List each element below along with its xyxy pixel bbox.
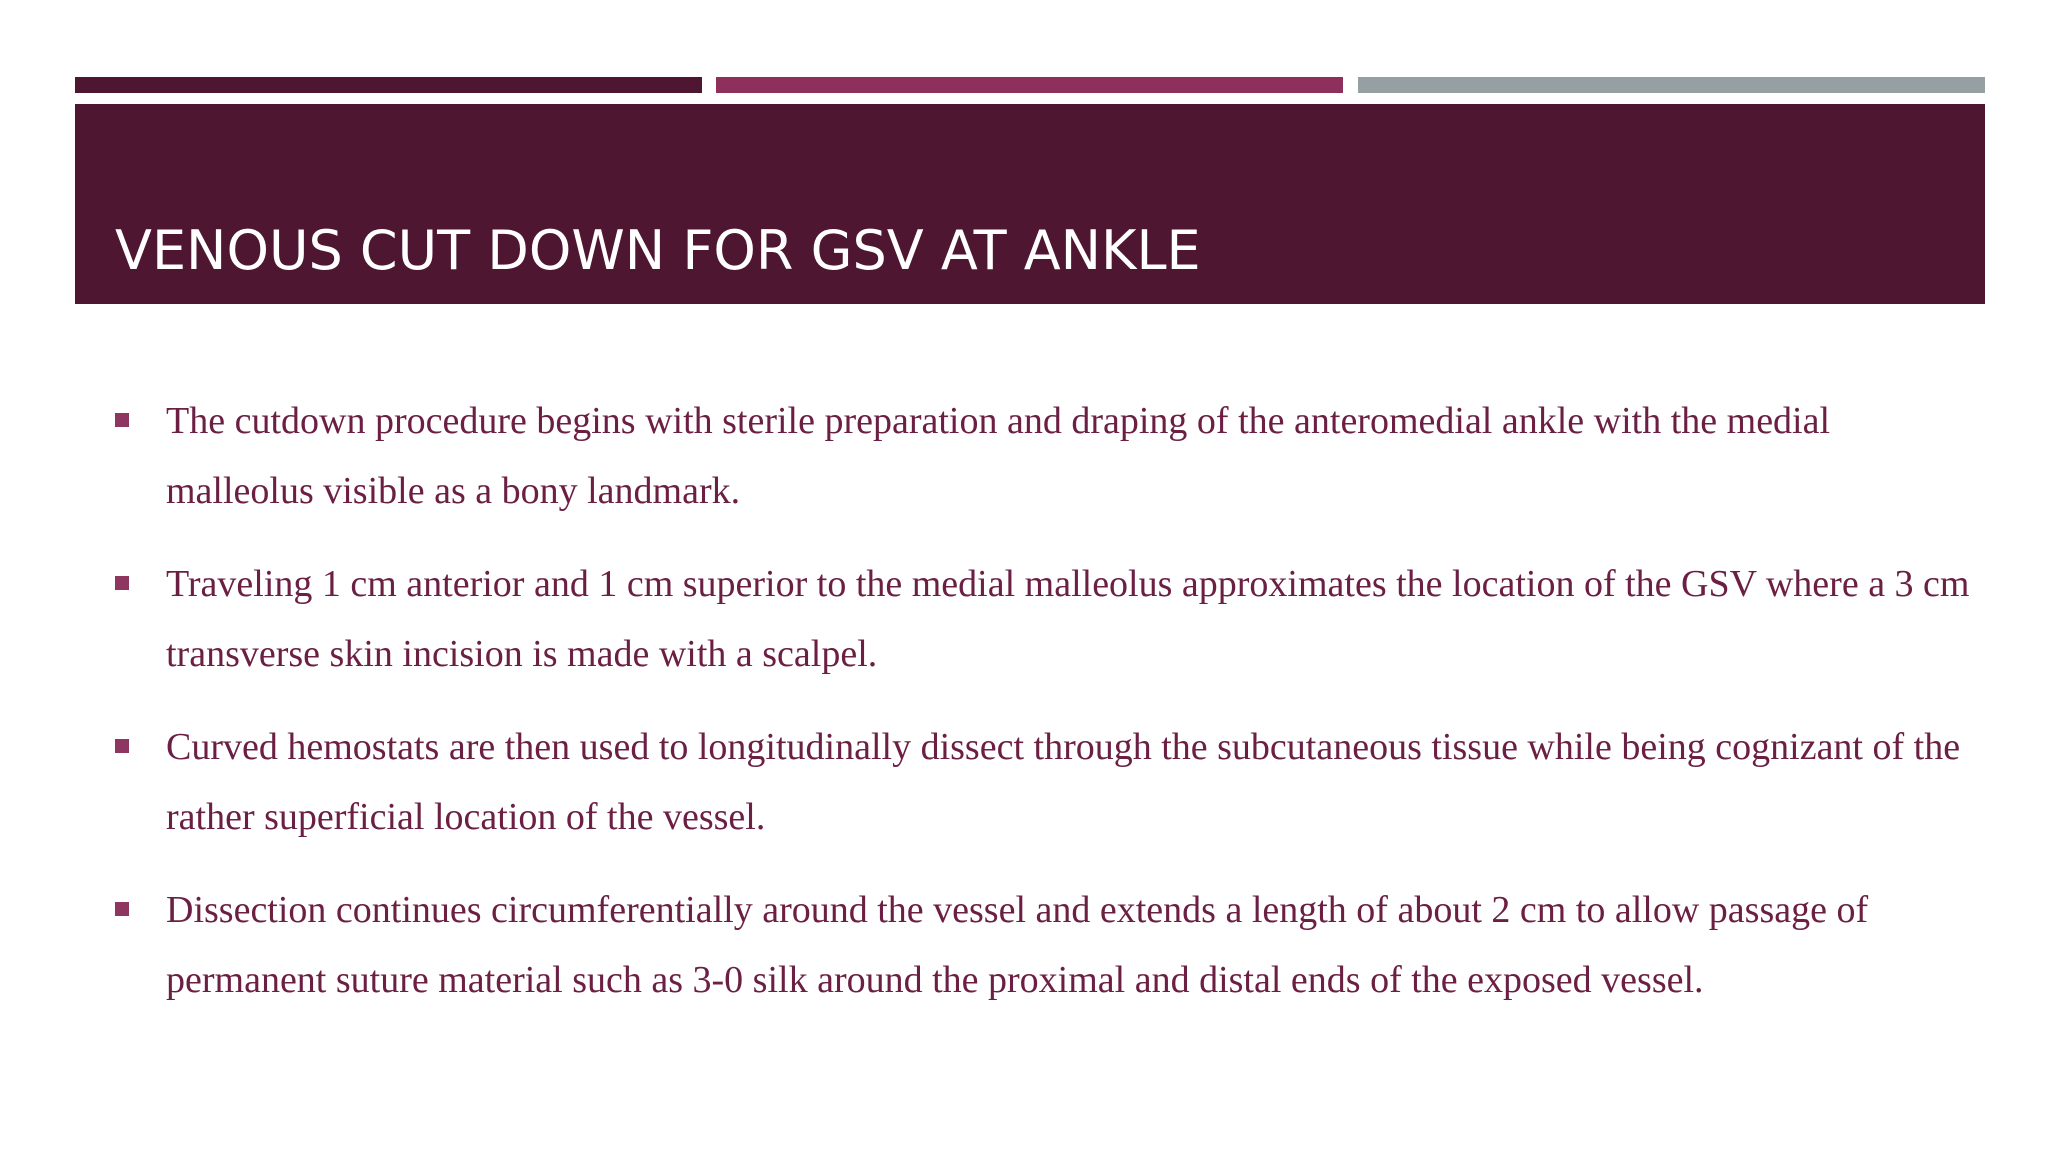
square-bullet-icon <box>115 576 129 590</box>
square-bullet-icon <box>115 902 129 916</box>
accent-bar-magenta <box>716 77 1343 93</box>
bullet-text: Curved hemostats are then used to longitudinally dissect through the subcutaneous tissue while being cognizant of the rather superficial location of the vessel. <box>166 726 1961 838</box>
square-bullet-icon <box>115 739 129 753</box>
bullet-text: Traveling 1 cm anterior and 1 cm superior to the medial malleolus approximates the location of the GSV where a 3 cm transverse skin incision is made with a scalpel. <box>166 563 1970 675</box>
bullet-list <box>115 386 1975 1038</box>
slide-title: VENOUS CUT DOWN FOR GSV AT ANKLE <box>115 219 1201 282</box>
title-band <box>75 104 1985 304</box>
square-bullet-icon <box>115 413 129 427</box>
bullet-item <box>115 712 1975 852</box>
bullet-text: The cutdown procedure begins with sterile preparation and draping of the anteromedial ankle with the medial malleolus visible as a bony landmark. <box>166 400 1831 512</box>
accent-bar-gray <box>1358 77 1985 93</box>
bullet-text: Dissection continues circumferentially around the vessel and extends a length of about 2 cm to allow passage of permanent suture material such as 3-0 silk around the proximal and distal ends of the exposed vessel. <box>166 889 1869 1001</box>
bullet-item <box>115 386 1975 526</box>
bullet-item <box>115 875 1975 1015</box>
accent-bar-dark <box>75 77 702 93</box>
bullet-item <box>115 549 1975 689</box>
